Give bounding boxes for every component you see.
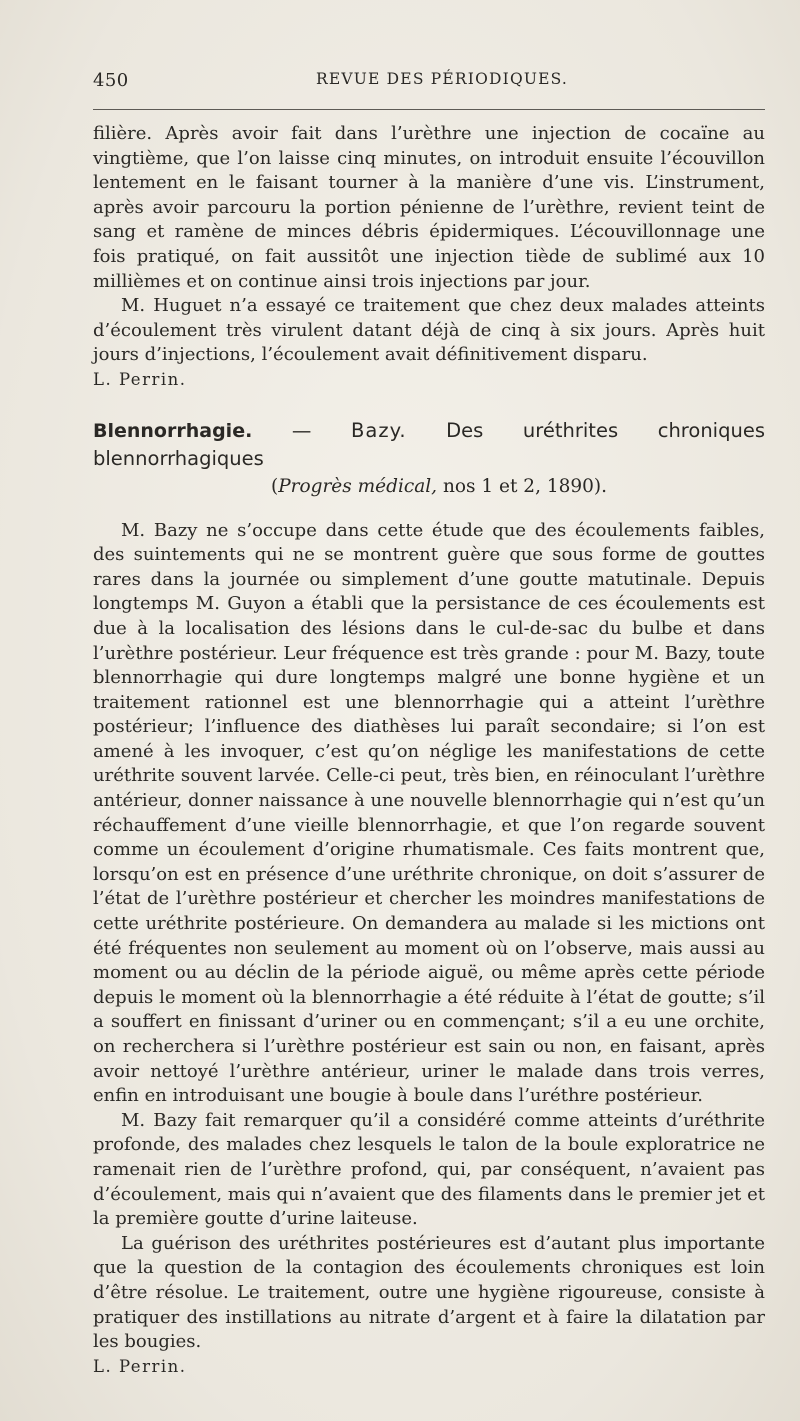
article-paragraph: M. Bazy ne s’occupe dans cette étude que des écoulements faibles, des suintements qui ne se montrent guère que sous forme de gouttes rares dans la journée ou simplement d’une goutte matutinale. Depuis longtemps M. Guyon a établi que la persistance de ces écoulements est due à la localisation des lésions dans le cul-de-sac du bulbe et dans l’urèthre postérieur. Leur fréquence est très grande : pour M. Bazy, toute blennorrhagie qui dure longtemps malgré une bonne hygiène et un traitement rationnel est une blennorrhagie qui a atteint l’urèthre postérieur; l’influence des diathèses lui paraît secondaire; si l’on est amené à les invoquer, c’est qu’on néglige les manifestations de cette uréthrite souvent larvée. Celle-ci peut, très bien, en réinoculant l’urèthre antérieur, donner naissance à une nouvelle blennorrhagie qui n’est qu’un réchauffement d’une vieille blennorrhagie, et que l’on regarde souvent comme un écoulement d’origine rhumatismale. Ces faits montrent que, lorsqu’on est en présence d’une uréthrite chronique, on doit s’assurer de l’état de l’urèthre postérieur et chercher les moindres manifestations de cette uréthrite postérieure. On demandera au malade si les mictions ont été fréquentes non seulement au moment où on l’observe, mais aussi au moment ou au déclin de la période aiguë, ou même après cette période depuis le moment où la blennorrhagie a été réduite à l’état de goutte; s’il a souffert en finissant d’uriner ou en commençant; s’il a eu une orchite, on recherchera si l’urèthre postérieur est sain ou non, en faisant, après avoir nettoyé l’urèthre antérieur, uriner le malade dans trois verres, enfin en introduisant une bougie à boule dans l’uréthre postérieur. <box>93 519 765 1107</box>
article-paragraph: La guérison des uréthrites postérieures est d’autant plus importante que la question de la contagion des écoulements chroniques est loin d’être résolue. Le traitement, outre une hygiène rigoureuse, consiste à pratiquer des instillations au nitrate d’argent et à faire la dilatation par les bougies. <box>93 1232 765 1353</box>
running-title: REVUE DES PÉRIODIQUES. <box>316 70 569 88</box>
signature-text: L. Perrin. <box>93 1356 187 1376</box>
heading-dash: — <box>252 418 352 442</box>
article-source: (Progrès médical, nos 1 et 2, 1890). <box>270 475 608 497</box>
source-journal: Progrès médical, <box>278 475 438 497</box>
first-article-signature <box>93 368 765 393</box>
article-heading <box>93 417 765 501</box>
page-number: 450 <box>93 70 129 91</box>
header-rule <box>93 109 765 110</box>
article-author: Bazy. <box>351 418 407 442</box>
article-title: Des uréthrites chroniques blennorrhagiques <box>93 418 765 470</box>
page-content <box>93 122 765 1379</box>
first-article-continuation: filière. Après avoir fait dans l’urèthre une injection de cocaïne au vingtième, que l’on laisse cinq minutes, on introduit ensuite l’écouvillon lentement en le faisant tourner à la manière d’une vis. L’instrument, après avoir parcouru la portion pénienne de l’urèthre, revient teint de sang et ramène de minces débris épidermiques. L’écouvillonnage une fois pratiqué, on fait aussitôt une injection tiède de sublimé aux 10 millièmes et on continue ainsi trois injections par jour. <box>93 123 765 292</box>
first-article-paragraph: M. Huguet n’a essayé ce traitement que chez deux malades atteints d’écoulement très virulent datant déjà de cinq à six jours. Après huit jours d’injections, l’écoulement avait définitivement disparu. <box>93 295 765 366</box>
source-issue: nos 1 et 2, 1890). <box>437 475 608 497</box>
article-paragraph: M. Bazy fait remarquer qu’il a considéré comme atteints d’uréthrite profonde, des malades chez lesquels le talon de la boule exploratrice ne ramenait rien de l’urèthre profond, qui, par conséquent, n’avaient pas d’écoulement, mais qui n’avaient que des filaments dans le premier jet et la première goutte d’urine laiteuse. <box>93 1109 765 1230</box>
signature-text: L. Perrin. <box>93 369 187 389</box>
page-header <box>93 70 765 100</box>
second-article-signature <box>93 1355 765 1380</box>
article-topic: Blennorrhagie. <box>93 419 253 442</box>
